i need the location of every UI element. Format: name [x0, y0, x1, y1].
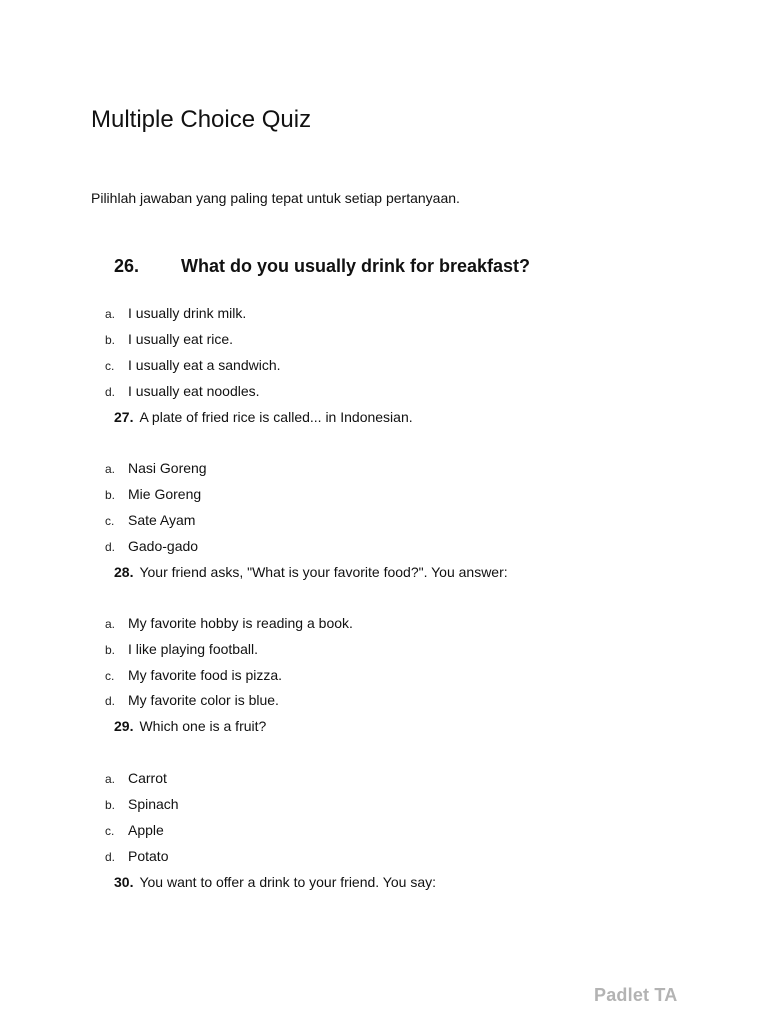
- option-27-b[interactable]: [105, 486, 201, 502]
- option-text: Potato: [128, 848, 169, 864]
- option-text: Gado-gado: [128, 538, 199, 554]
- option-28-b[interactable]: [105, 641, 258, 657]
- option-text: I usually eat a sandwich.: [128, 357, 281, 373]
- question-30: [114, 874, 436, 890]
- question-text: Which one is a fruit?: [139, 718, 267, 734]
- question-29: [114, 718, 266, 734]
- question-text: What do you usually drink for breakfast?: [181, 256, 531, 276]
- option-28-c[interactable]: [105, 667, 282, 683]
- option-text: Mie Goreng: [128, 486, 202, 502]
- option-letter: c.: [105, 359, 115, 373]
- question-text: Your friend asks, "What is your favorite food?". You answer:: [139, 564, 508, 580]
- option-text: I usually eat rice.: [128, 331, 234, 347]
- question-number: 29.: [114, 718, 134, 734]
- option-letter: b.: [105, 643, 116, 657]
- option-27-c[interactable]: [105, 512, 195, 528]
- option-text: I usually eat noodles.: [128, 383, 260, 399]
- option-text: Carrot: [128, 770, 167, 786]
- padlet-watermark: Padlet TA: [594, 985, 678, 1005]
- option-text: I usually drink milk.: [128, 305, 247, 321]
- instruction-text: Pilihlah jawaban yang paling tepat untuk setiap pertanyaan.: [91, 190, 460, 206]
- question-number: 27.: [114, 409, 134, 425]
- question-number: 30.: [114, 874, 134, 890]
- option-27-d[interactable]: [105, 538, 198, 554]
- option-29-d[interactable]: [105, 848, 168, 864]
- option-26-b[interactable]: [105, 331, 233, 347]
- option-letter: b.: [105, 333, 116, 347]
- option-letter: d.: [105, 385, 116, 399]
- option-letter: a.: [105, 462, 116, 476]
- question-text: You want to offer a drink to your friend. You say:: [139, 874, 436, 890]
- option-text: Spinach: [128, 796, 179, 812]
- option-letter: d.: [105, 694, 116, 708]
- question-text: A plate of fried rice is called... in Indonesian.: [139, 409, 413, 425]
- option-letter: a.: [105, 617, 116, 631]
- option-text: My favorite hobby is reading a book.: [128, 615, 353, 631]
- option-letter: c.: [105, 514, 115, 528]
- question-27: [114, 409, 413, 425]
- option-27-a[interactable]: [105, 460, 207, 476]
- option-text: My favorite color is blue.: [128, 692, 279, 708]
- page-title: Multiple Choice Quiz: [91, 106, 312, 133]
- question-26: [114, 256, 530, 277]
- option-letter: c.: [105, 669, 115, 683]
- option-letter: d.: [105, 850, 116, 864]
- option-text: My favorite food is pizza.: [128, 667, 283, 683]
- option-28-d[interactable]: [105, 692, 279, 708]
- question-28: [114, 564, 508, 580]
- question-number: 28.: [114, 564, 134, 580]
- question-number: 26.: [114, 256, 140, 276]
- option-letter: a.: [105, 307, 116, 321]
- option-letter: a.: [105, 772, 116, 786]
- option-text: Apple: [128, 822, 164, 838]
- option-letter: b.: [105, 798, 116, 812]
- option-26-a[interactable]: [105, 305, 246, 321]
- option-text: Sate Ayam: [128, 512, 196, 528]
- option-text: I like playing football.: [128, 641, 258, 657]
- option-29-c[interactable]: [105, 822, 164, 838]
- option-letter: c.: [105, 824, 115, 838]
- option-26-d[interactable]: [105, 383, 260, 399]
- option-text: Nasi Goreng: [128, 460, 207, 476]
- option-26-c[interactable]: [105, 357, 281, 373]
- option-letter: b.: [105, 488, 116, 502]
- option-29-b[interactable]: [105, 796, 179, 812]
- option-29-a[interactable]: [105, 770, 167, 786]
- option-letter: d.: [105, 540, 116, 554]
- option-28-a[interactable]: [105, 615, 353, 631]
